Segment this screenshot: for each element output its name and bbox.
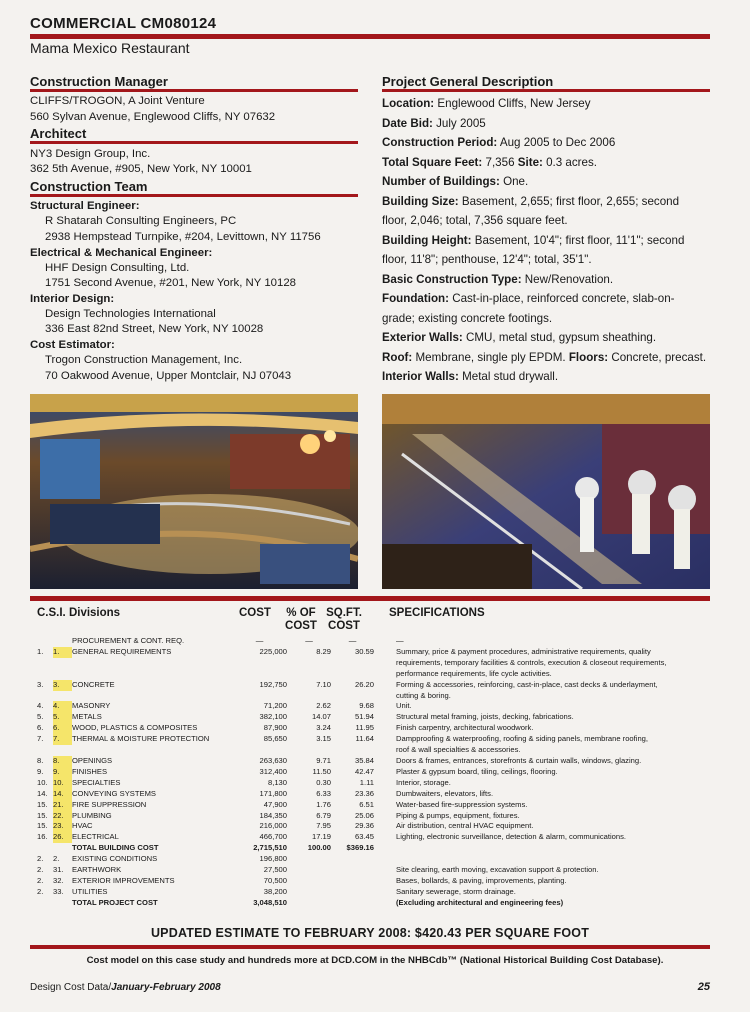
pgd-rule <box>382 89 710 92</box>
team-heading: Construction Team <box>30 179 148 194</box>
division-num-old: 15. <box>37 799 48 809</box>
division-spec: Air distribution, central HVAC equipment. <box>396 821 534 831</box>
division-name: THERMAL & MOISTURE PROTECTION <box>72 734 210 744</box>
table-row <box>37 887 716 898</box>
division-num <box>53 843 72 854</box>
architect-heading: Architect <box>30 126 87 141</box>
division-spec: roof & wall specialties & accessories. <box>396 745 521 755</box>
division-num: 14. <box>53 789 72 800</box>
division-spec: Water-based fire-suppression systems. <box>396 799 528 809</box>
division-num-old <box>37 691 53 702</box>
division-num: 32. <box>53 875 64 885</box>
division-num: 26. <box>53 832 72 843</box>
table-row <box>37 701 716 712</box>
division-sqft-cost: 23.36 <box>354 788 374 798</box>
division-sqft-cost <box>331 898 374 909</box>
division-spec: Sanitary sewerage, storm drainage. <box>396 886 516 896</box>
division-name <box>72 669 232 680</box>
spacer <box>374 811 396 822</box>
division-pct: 9.71 <box>316 755 331 765</box>
project-name: Mama Mexico Restaurant <box>30 40 190 56</box>
division-name: PROCUREMENT & CONT. REQ. <box>72 636 185 645</box>
division-num-old: 9. <box>37 766 44 776</box>
division-spec: Structural metal framing, joists, decking, fabrications. <box>396 712 574 722</box>
division-pct <box>287 865 331 876</box>
division-spec <box>396 854 716 865</box>
spacer <box>374 832 396 843</box>
division-num: 8. <box>53 756 72 767</box>
division-num-old: 1. <box>37 646 44 656</box>
division-cost <box>232 658 287 669</box>
table-row <box>37 876 716 887</box>
page-number: 25 <box>697 981 710 993</box>
spacer <box>374 734 396 745</box>
division-sqft-cost <box>331 745 374 756</box>
spacer <box>374 680 396 691</box>
division-num: 3. <box>53 680 72 691</box>
table-row <box>37 821 716 832</box>
division-num: 4. <box>53 701 72 712</box>
division-pct <box>287 669 331 680</box>
division-pct: 14.07 <box>311 712 331 722</box>
sqft-header-line-2: COST <box>328 620 360 632</box>
division-name: CONVEYING SYSTEMS <box>72 788 156 798</box>
division-num <box>53 691 72 702</box>
team-rule <box>30 194 358 197</box>
division-cost: — <box>255 636 264 645</box>
em-line-1: HHF Design Consulting, Ltd. <box>45 262 190 274</box>
division-name: TOTAL PROJECT COST <box>72 897 158 907</box>
table-row <box>37 691 716 702</box>
division-name: SPECIALTIES <box>72 777 121 787</box>
restaurant-interior-photo <box>30 394 358 589</box>
division-cost <box>232 669 287 680</box>
table-row <box>37 723 716 734</box>
division-sqft-cost: 35.84 <box>354 755 374 765</box>
cost-estimator-line-1: Trogon Construction Management, Inc. <box>45 354 243 366</box>
division-num: 2. <box>53 854 60 864</box>
sqft-cost-header <box>322 607 366 633</box>
division-pct: 6.79 <box>316 810 331 820</box>
division-pct <box>287 898 331 909</box>
division-sqft-cost: 63.45 <box>354 832 374 842</box>
division-num-old <box>37 898 53 909</box>
division-pct <box>287 854 331 865</box>
division-num: 31. <box>53 865 64 875</box>
cm-line-2: 560 Sylvan Avenue, Englewood Cliffs, NY 07632 <box>30 111 276 123</box>
division-pct <box>287 745 331 756</box>
division-num-old <box>37 636 53 647</box>
division-num <box>53 658 72 669</box>
division-sqft-cost: — <box>348 636 357 645</box>
division-num-old: 4. <box>37 701 44 711</box>
division-sqft-cost <box>331 865 374 876</box>
spacer <box>374 669 396 680</box>
division-pct: 100.00 <box>307 843 331 853</box>
title-rule <box>30 34 710 39</box>
division-cost: 27,500 <box>263 865 287 875</box>
division-cost: 85,650 <box>263 734 287 744</box>
division-sqft-cost: 42.47 <box>354 766 374 776</box>
division-pct <box>287 876 331 887</box>
table-row <box>37 745 716 756</box>
spacer <box>374 887 396 898</box>
division-num-old: 14. <box>37 788 48 798</box>
division-cost: 87,900 <box>263 723 287 733</box>
division-spec: Piping & pumps, equipment, fixtures. <box>396 810 520 820</box>
division-pct <box>287 691 331 702</box>
division-sqft-cost: 11.64 <box>355 734 374 744</box>
division-spec: cutting & boring. <box>396 690 451 700</box>
division-pct: 8.29 <box>316 646 331 656</box>
division-num <box>53 669 72 680</box>
division-num: 1. <box>53 647 72 658</box>
spacer <box>374 691 396 702</box>
pct-header-line-2: COST <box>285 620 317 632</box>
csi-division-table <box>37 636 716 909</box>
division-cost <box>232 745 287 756</box>
division-cost <box>232 691 287 702</box>
architect-line-2: 362 5th Avenue, #905, New York, NY 10001 <box>30 163 252 175</box>
division-cost: 192,750 <box>259 679 287 689</box>
division-num-old: 10. <box>37 777 48 787</box>
division-pct: 3.15 <box>316 734 331 744</box>
division-spec: performance requirements, life cycle activities. <box>396 668 552 678</box>
pgd-heading: Project General Description <box>382 74 554 89</box>
table-row <box>37 647 716 658</box>
table-row <box>37 669 716 680</box>
division-sqft-cost <box>331 669 374 680</box>
spacer <box>374 712 396 723</box>
division-spec: Doors & frames, entrances, storefronts & curtain walls, windows, glazing. <box>396 755 642 765</box>
division-spec: Interior, storage. <box>396 777 451 787</box>
division-name <box>72 691 232 702</box>
division-cost: 382,100 <box>259 712 287 722</box>
division-cost: 38,200 <box>263 886 287 896</box>
division-spec: Site clearing, earth moving, excavation support & protection. <box>396 865 599 875</box>
division-cost: 312,400 <box>259 766 287 776</box>
division-cost: 171,800 <box>259 788 287 798</box>
table-row <box>37 680 716 691</box>
spacer <box>374 647 396 658</box>
architect-rule <box>30 141 358 144</box>
spacer <box>374 636 396 647</box>
division-spec: Lighting, electronic surveillance, detection & alarm, communications. <box>396 832 627 842</box>
division-name: MASONRY <box>72 701 111 711</box>
interior-label: Interior Design: <box>30 293 115 305</box>
spacer <box>374 767 396 778</box>
division-num: 33. <box>53 886 64 896</box>
division-num-old: 15. <box>37 821 48 831</box>
division-num-old <box>37 843 53 854</box>
specifications-header: SPECIFICATIONS <box>389 607 485 619</box>
table-row <box>37 767 716 778</box>
division-sqft-cost: 26.20 <box>354 679 374 689</box>
cm-line-1: CLIFFS/TROGON, A Joint Venture <box>30 95 205 107</box>
division-num-old <box>37 745 53 756</box>
table-row <box>37 800 716 811</box>
division-cost: 8,130 <box>267 777 287 787</box>
division-sqft-cost <box>331 658 374 669</box>
division-pct: 2.62 <box>316 701 331 711</box>
division-num: 6. <box>53 723 72 734</box>
division-num: 21. <box>53 800 72 811</box>
division-num: 7. <box>53 734 72 745</box>
division-num-old: 15. <box>37 810 48 820</box>
division-sqft-cost <box>331 876 374 887</box>
division-pct: — <box>305 636 313 645</box>
updated-estimate: UPDATED ESTIMATE TO FEBRUARY 2008: $420.43 PER SQUARE FOOT <box>150 926 590 940</box>
spacer <box>374 723 396 734</box>
division-name: EXISTING CONDITIONS <box>72 854 158 864</box>
division-cost: 184,350 <box>259 810 287 820</box>
division-name: TOTAL BUILDING COST <box>72 843 159 853</box>
division-num: 22. <box>53 811 72 822</box>
interior-line-1: Design Technologies International <box>45 308 216 320</box>
division-num: 5. <box>53 712 72 723</box>
pct-cost-header <box>281 607 321 633</box>
division-num-old: 16. <box>37 832 48 842</box>
division-spec: Plaster & gypsum board, tiling, ceilings, flooring. <box>396 766 558 776</box>
division-name: FIRE SUPPRESSION <box>72 799 147 809</box>
division-num-old: 2. <box>37 865 44 875</box>
division-num-old: 6. <box>37 723 44 733</box>
division-spec: Summary, price & payment procedures, administrative requirements, quality <box>396 646 651 656</box>
division-num <box>53 745 72 756</box>
division-pct: 6.33 <box>316 788 331 798</box>
cost-estimator-line-2: 70 Oakwood Avenue, Upper Montclair, NJ 07043 <box>45 370 292 382</box>
division-pct: 1.76 <box>316 799 331 809</box>
division-spec: Dampproofing & waterproofing, roofing & siding panels, membrane roofing, <box>396 734 648 744</box>
division-name: CONCRETE <box>72 679 115 689</box>
division-num-old: 5. <box>37 712 44 722</box>
table-row <box>37 756 716 767</box>
division-spec: Bases, bollards, & paving, improvements, planting. <box>396 875 567 885</box>
division-name: HVAC <box>72 821 93 831</box>
table-row <box>37 832 716 843</box>
cost-model-note: Cost model on this case study and hundreds more at DCD.COM in the NHBCdb™ (National Historical Building Cost Database). <box>86 955 664 966</box>
division-spec: — <box>396 636 404 645</box>
division-name: FINISHES <box>72 766 108 776</box>
page-title: COMMERCIAL CM080124 <box>30 15 217 32</box>
footer-pub-name: Design Cost Data/ <box>30 982 112 993</box>
division-num-old <box>37 658 53 669</box>
table-top-rule <box>30 596 710 601</box>
table-row <box>37 658 716 669</box>
structural-line-1: R Shatarah Consulting Engineers, PC <box>45 215 237 227</box>
division-num: 9. <box>53 767 72 778</box>
spacer <box>374 876 396 887</box>
cm-rule <box>30 89 358 92</box>
bottom-rule <box>30 945 710 949</box>
division-cost: 216,000 <box>259 821 287 831</box>
division-cost: 70,500 <box>263 875 287 885</box>
division-sqft-cost: 25.06 <box>354 810 374 820</box>
em-line-2: 1751 Second Avenue, #201, New York, NY 10128 <box>45 277 297 289</box>
spacer <box>374 821 396 832</box>
spacer <box>374 756 396 767</box>
division-num-old: 3. <box>37 679 44 689</box>
division-num-old: 2. <box>37 886 44 896</box>
division-num-old: 7. <box>37 734 44 744</box>
division-spec <box>396 843 716 854</box>
cost-estimator-label: Cost Estimator: <box>30 339 115 351</box>
table-row <box>37 843 716 854</box>
division-num-old <box>37 669 53 680</box>
division-num-old: 2. <box>37 854 44 864</box>
footer-publication <box>30 982 221 993</box>
division-cost: 196,800 <box>259 854 287 864</box>
division-sqft-cost: 9.68 <box>359 701 374 711</box>
division-cost: 466,700 <box>259 832 287 842</box>
spacer <box>374 843 396 854</box>
csi-divisions-header: C.S.I. Divisions <box>37 607 121 619</box>
cost-header: COST <box>239 607 271 619</box>
division-num <box>53 636 72 647</box>
spacer <box>374 789 396 800</box>
division-name: PLUMBING <box>72 810 112 820</box>
division-sqft-cost: 29.36 <box>354 821 374 831</box>
division-spec: Dumbwaiters, elevators, lifts. <box>396 788 494 798</box>
table-row <box>37 789 716 800</box>
division-pct: 11.50 <box>312 766 331 776</box>
division-num <box>53 898 72 909</box>
table-row <box>37 712 716 723</box>
division-name <box>72 745 232 756</box>
division-num: 23. <box>53 821 72 832</box>
division-pct <box>287 658 331 669</box>
table-row <box>37 865 716 876</box>
table-row <box>37 854 716 865</box>
em-label: Electrical & Mechanical Engineer: <box>30 247 213 259</box>
division-sqft-cost <box>331 854 374 865</box>
division-pct: 0.30 <box>316 777 331 787</box>
division-num-old: 2. <box>37 875 44 885</box>
table-row <box>37 778 716 789</box>
division-name: EARTHWORK <box>72 865 122 875</box>
spacer <box>374 701 396 712</box>
mariachi-stair-photo <box>382 394 710 589</box>
spacer <box>374 778 396 789</box>
spacer <box>374 658 396 669</box>
division-spec: requirements, temporary facilities & controls, execution & closeout requirements, <box>396 657 667 667</box>
cm-heading: Construction Manager <box>30 74 168 89</box>
pct-header-line-1: % OF <box>286 607 316 619</box>
footer-pub-issue: January-February 2008 <box>111 982 221 993</box>
division-pct: 17.19 <box>311 832 331 842</box>
division-num-old: 8. <box>37 755 44 765</box>
division-pct: 7.95 <box>316 821 331 831</box>
division-sqft-cost: 30.59 <box>354 646 374 656</box>
division-spec: Unit. <box>396 701 412 711</box>
division-sqft-cost <box>331 691 374 702</box>
division-pct: 7.10 <box>316 679 331 689</box>
division-cost: 3,048,510 <box>253 897 287 907</box>
division-sqft-cost: $369.16 <box>346 843 374 853</box>
division-pct <box>287 887 331 898</box>
table-row <box>37 811 716 822</box>
division-name: OPENINGS <box>72 755 113 765</box>
division-spec: (Excluding architectural and engineering fees) <box>396 897 564 907</box>
division-num: 10. <box>53 778 72 789</box>
division-cost: 263,630 <box>259 755 287 765</box>
interior-line-2: 336 East 82nd Street, New York, NY 10028 <box>45 323 264 335</box>
division-spec: Forming & accessories, reinforcing, cast-in-place, cast decks & underlayment, <box>396 679 658 689</box>
division-name: GENERAL REQUIREMENTS <box>72 646 172 656</box>
division-name: METALS <box>72 712 102 722</box>
division-cost: 47,900 <box>263 799 287 809</box>
division-pct: 3.24 <box>316 723 331 733</box>
sqft-header-line-1: SQ.FT. <box>326 607 362 619</box>
spacer <box>374 865 396 876</box>
division-sqft-cost: 11.95 <box>355 723 374 733</box>
spacer <box>374 745 396 756</box>
spacer <box>374 800 396 811</box>
division-cost: 2,715,510 <box>253 843 287 853</box>
architect-line-1: NY3 Design Group, Inc. <box>30 148 151 160</box>
table-row <box>37 636 716 647</box>
spacer <box>374 898 396 909</box>
structural-line-2: 2938 Hempstead Turnpike, #204, Levittown, NY 11756 <box>45 231 321 243</box>
division-spec: Finish carpentry, architectural woodwork. <box>396 723 534 733</box>
division-sqft-cost: 1.11 <box>359 777 374 787</box>
spacer <box>374 854 396 865</box>
structural-label: Structural Engineer: <box>30 200 140 212</box>
division-sqft-cost <box>331 887 374 898</box>
division-sqft-cost: 6.51 <box>359 799 374 809</box>
division-name: UTILITIES <box>72 886 108 896</box>
division-name <box>72 658 232 669</box>
table-row <box>37 898 716 909</box>
division-sqft-cost: 51.94 <box>354 712 374 722</box>
division-cost: 225,000 <box>259 646 287 656</box>
division-name: ELECTRICAL <box>72 832 119 842</box>
division-name: WOOD, PLASTICS & COMPOSITES <box>72 723 198 733</box>
table-row <box>37 734 716 745</box>
division-name: EXTERIOR IMPROVEMENTS <box>72 875 175 885</box>
division-cost: 71,200 <box>263 701 287 711</box>
